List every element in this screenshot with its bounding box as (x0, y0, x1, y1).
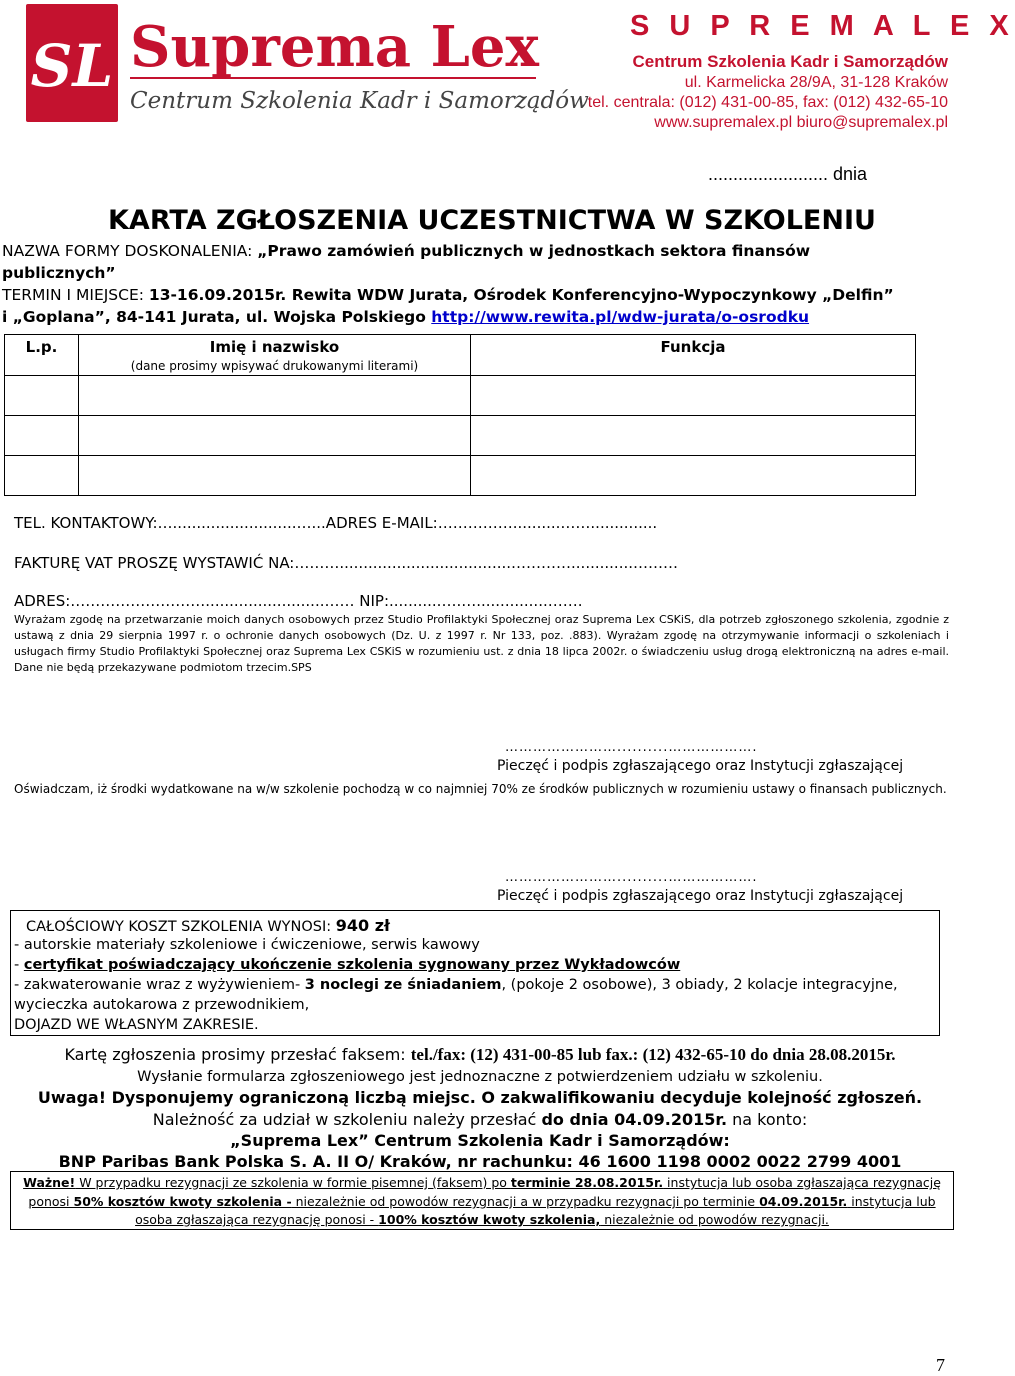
page-title: KARTA ZGŁOSZENIA UCZESTNICTWA W SZKOLENIU (108, 205, 876, 236)
footer-l3b: 100% kosztów kwoty szkolenia, (378, 1212, 601, 1227)
certificate-text: certyfikat poświadczający ukończenie szkolenia (23, 957, 414, 973)
company-phones: tel. centrala: (012) 431-00-85, fax: (012) 432-65-10 (587, 94, 948, 111)
cell-lp[interactable] (5, 376, 79, 416)
footer-l2b: 50% kosztów kwoty szkolenia - (73, 1194, 292, 1209)
footer-l2d: 04.09.2015r. (759, 1194, 848, 1209)
cell-lp[interactable] (5, 416, 79, 456)
form-name-line-2 (2, 264, 116, 282)
col-function: Funkcja (471, 335, 916, 376)
form-label: NAZWA FORMY DOSKONALENIA: (2, 242, 258, 260)
logo (26, 4, 589, 124)
signature-dots-2: ……………………..........………………. (505, 870, 758, 885)
col-name-sub: (dane prosimy wpisywać drukowanymi literami) (130, 359, 419, 373)
table-row (5, 456, 916, 496)
payment-pre: Należność za udział w szkoleniu należy przesłać (152, 1110, 542, 1129)
cell-lp[interactable] (5, 456, 79, 496)
cost-item-3 (14, 977, 898, 993)
warning-note: Uwaga! Dysponujemy ograniczoną liczbą miejsc. O zakwalifikowaniu decyduje kolejność zgłoszeń. (37, 1088, 923, 1107)
form-name-cont: publicznych” (2, 264, 116, 282)
footer-line-2 (10, 1194, 954, 1209)
send-pre: Kartę zgłoszenia prosimy przesłać faksem: (64, 1045, 411, 1064)
cost-item-5: DOJAZD WE WŁASNYM ZAKRESIE. (14, 1017, 259, 1033)
footer-l2e: instytucja lub (847, 1194, 936, 1209)
signature-label: Pieczęć i podpis zgłaszającego oraz Instytucji zgłaszającej (497, 758, 904, 774)
address-nip-field[interactable]: ADRES:……………………….........................…… NIP:...........….…...............……. (14, 592, 583, 610)
cell-function[interactable] (471, 456, 916, 496)
cost-item-3-post: , (pokoje 2 osobowe), 3 obiady, 2 kolacje integracyjne, (501, 977, 898, 993)
cost-amount: 940 zł (335, 916, 390, 935)
footer-l2a: ponosi (28, 1194, 74, 1209)
footer-l3a: osoba zgłaszająca rezygnację ponosi - (135, 1212, 379, 1227)
col-name (79, 335, 471, 376)
logo-subtitle: Centrum Szkolenia Kadr i Samorządów (130, 88, 589, 114)
cost-item-2 (14, 957, 680, 973)
footer-line-3 (10, 1212, 954, 1227)
payment-post: na konto: (727, 1110, 808, 1129)
term-label: TERMIN I MIEJSCE: (2, 286, 149, 304)
table-header-row (5, 335, 916, 376)
signature-dots: ……………………..........………………. (505, 740, 758, 755)
footer-line-1 (10, 1175, 954, 1190)
send-instructions (0, 1045, 960, 1065)
consent-text: Wyrażam zgodę na przetwarzanie moich danych osobowych przez Studio Profilaktyki Społecznej oraz Suprema Lex CSKiS, dla potrzeb zgłoszonego szkolenia, zgodnie z ustawą z dnia 29 sierpnia 1997 r. o ochronie danych osobowych (Dz. U. z 1997 r. Nr 133, poz. .883). Wyrażam zgodę na otrzymywanie informacji o szkoleniach i usługach firmy Studio Profilaktyki Społecznej oraz Suprema Lex CSKiS w rozumieniu ust. z dnia 18 lipca 2002r. o świadczeniu usług drogą elektroniczną na adres e-mail. Dane nie będą przekazywane podmiotom trzecim.SPS (14, 613, 949, 674)
cell-function[interactable] (471, 376, 916, 416)
form-name: „Prawo zamówień publicznych w jednostkach sektora finansów (257, 242, 811, 260)
cell-name[interactable] (79, 456, 471, 496)
footer-l1a: W przypadku rezygnacji ze szkolenia w formie pisemnej (faksem) po (75, 1175, 511, 1190)
payment-date: do dnia 04.09.2015r. (541, 1110, 728, 1129)
cell-function[interactable] (471, 416, 916, 456)
logo-initials: SL (30, 32, 114, 100)
send-contact: tel./fax: (12) 431-00-85 lub fax.: (12) 432-65-10 do dnia 28.08.2015r. (410, 1045, 896, 1064)
footer-important: Ważne! (23, 1175, 76, 1190)
certificate-signed: sygnowany przez Wykładowców (413, 957, 681, 973)
declaration: Oświadczam, iż środki wydatkowane na w/w szkolenie pochodzą w co najmniej 70% ze środków publicznych w rozumieniu ustawy o finansach publicznych. (14, 782, 947, 796)
company-address: ul. Karmelicka 28/9A, 31-128 Kraków (684, 74, 948, 91)
payment-line (0, 1110, 960, 1129)
cost-item-3-bold: 3 noclegi ze śniadaniem (304, 977, 502, 993)
phone-email-field[interactable]: TEL. KONTAKTOWY:…..........................…...ADRES E-MAIL:……………..........…….............. (14, 514, 658, 532)
col-lp: L.p. (5, 335, 79, 376)
cost-item-1: - autorskie materiały szkoleniowe i ćwiczeniowe, serwis kawowy (14, 937, 480, 953)
table-row (5, 416, 916, 456)
term-line (2, 286, 894, 304)
signature-label-2: Pieczęć i podpis zgłaszającego oraz Instytucji zgłaszającej (497, 888, 904, 904)
footer-l1c: instytucja lub osoba zgłaszająca rezygnację (663, 1175, 941, 1190)
logo-text: Suprema Lex (130, 14, 539, 80)
cost-item-2-dash: - (14, 957, 24, 973)
term-value: 13-16.09.2015r. Rewita WDW Jurata, Ośrodek Konferencyjno-Wypoczynkowy „Delfin” (148, 286, 894, 304)
col-name-label: Imię i nazwisko (209, 338, 340, 356)
cell-name[interactable] (79, 376, 471, 416)
form-name-line (2, 242, 810, 260)
cost-item-4: wycieczka autokarowa z przewodnikiem, (14, 997, 310, 1013)
term-value-cont: i „Goplana”, 84-141 Jurata, ul. Wojska Polskiego (2, 308, 432, 326)
cost-label: CAŁOŚCIOWY KOSZT SZKOLENIA WYNOSI: (26, 919, 336, 935)
footer-l3c: niezależnie od powodów rezygnacji. (600, 1212, 829, 1227)
company-subtitle: Centrum Szkolenia Kadr i Samorządów (632, 52, 948, 71)
page-number: 7 (936, 1355, 945, 1375)
venue-link[interactable]: http://www.rewita.pl/wdw-jurata/o-osrodku (431, 308, 810, 326)
company-web-email: www.supremalex.pl biuro@supremalex.pl (654, 114, 948, 131)
binding-note: Wysłanie formularza zgłoszeniowego jest jednoznaczne z potwierdzeniem udziału w szkoleniu. (137, 1069, 823, 1085)
cost-line (26, 916, 390, 935)
bank-account: BNP Paribas Bank Polska S. A. II O/ Kraków, nr rachunku: 46 1600 1198 0002 0022 2799 4001 (58, 1152, 902, 1171)
account-name: „Suprema Lex” Centrum Szkolenia Kadr i Samorządów: (230, 1131, 730, 1150)
invoice-field[interactable]: FAKTURĘ VAT PROSZĘ WYSTAWIĆ NA:………....................................………….............……… (14, 554, 678, 572)
table-row (5, 376, 916, 416)
footer-l1b: terminie 28.08.2015r. (510, 1175, 664, 1190)
term-line-2 (2, 308, 809, 326)
date-line: ........................ dnia (708, 164, 868, 184)
cell-name[interactable] (79, 416, 471, 456)
participants-table (4, 334, 916, 496)
footer-l2c: niezależnie od powodów rezygnacji a w przypadku rezygnacji po terminie (291, 1194, 760, 1209)
company-name: S U P R E M A L E X (630, 10, 1015, 42)
cost-item-3-pre: - zakwaterowanie wraz z wyżywieniem- (14, 977, 305, 993)
